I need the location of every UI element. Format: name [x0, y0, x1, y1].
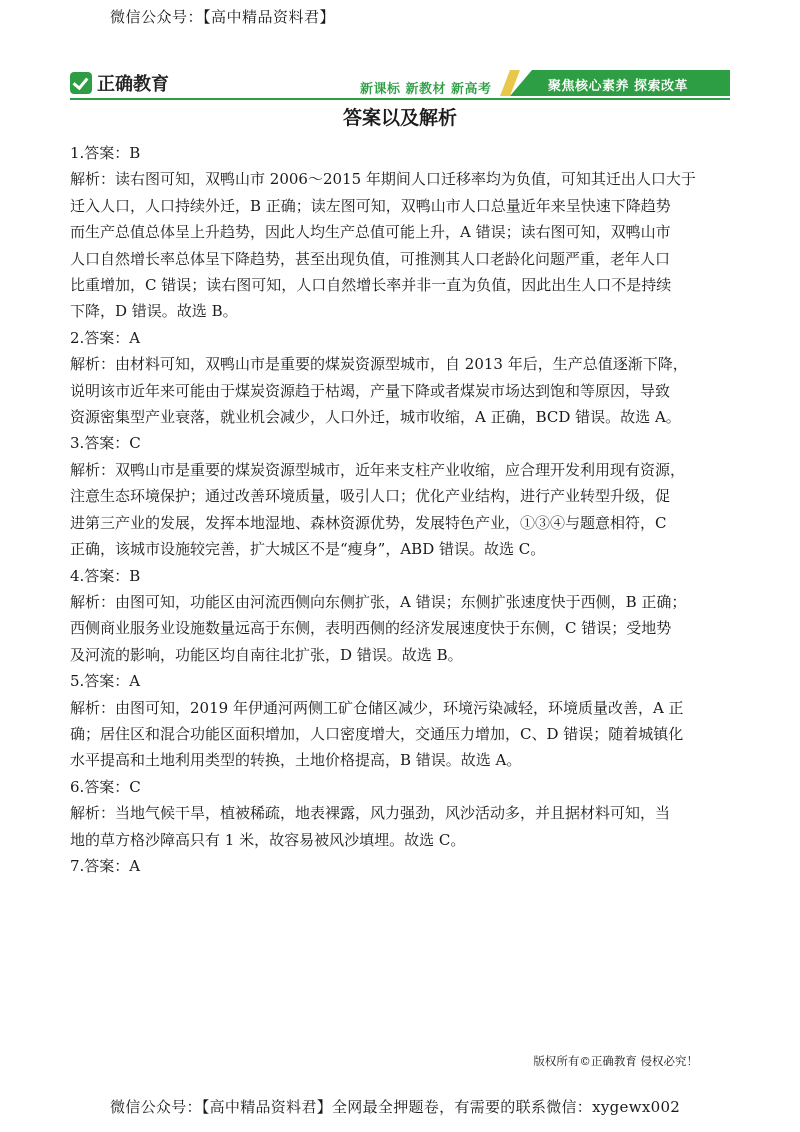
text-line: 下降，D 错误。故选 B。 [70, 302, 238, 321]
text-line: 4.答案：B [70, 566, 141, 585]
header-divider [70, 98, 730, 100]
page-title: 答案以及解析 [342, 107, 457, 129]
header-slogan: 新课标 新教材 新高考 [360, 82, 492, 97]
text-line: 解析：双鸭山市是重要的煤炭资源型城市，近年来支柱产业收缩，应合理开发利用现有资源， [70, 460, 686, 479]
text-line: 人口自然增长率总体呈下降趋势，甚至出现负值，可推测其人口老龄化问题严重，老年人口 [70, 249, 671, 268]
text-line: 比重增加，C 错误；读右图可知，人口自然增长率并非一直为负值，因此出生人口不是持续 [70, 276, 672, 295]
copyright-note: 版权所有©正确教育 侵权必究！ [533, 1054, 698, 1068]
text-line: 1.答案：B [70, 144, 141, 162]
logo-text: 正确教育 [97, 74, 169, 95]
text-line: 正确，该城市设施较完善，扩大城区不是“瘦身”，ABD 错误。故选 C。 [70, 540, 546, 559]
text-line: 5.答案：A [70, 672, 141, 691]
banner-text: 聚焦核心素养 探索改革 [548, 79, 689, 94]
text-line: 说明该市近年来可能由于煤炭资源趋于枯竭，产量下降或者煤炭市场达到饱和等原因，导致 [70, 381, 671, 400]
text-line: 资源密集型产业衰落，就业机会减少，人口外迁，城市收缩，A 正确，BCD 错误。故选 A。 [70, 408, 681, 427]
text-line: 确；居住区和混合功能区面积增加，人口密度增大，交通压力增加，C、D 错误；随着城镇化 [70, 724, 684, 743]
text-line: 地的草方格沙障高只有 1 米，故容易被风沙填埋。故选 C。 [70, 830, 466, 849]
check-icon [70, 72, 92, 94]
text-line: 7.答案：A [70, 856, 141, 875]
text-line: 解析：由图可知，功能区由河流西侧向东侧扩张，A 错误；东侧扩张速度快于西侧，B 正确； [70, 592, 687, 611]
bottom-wechat-note: 微信公众号：【高中精品资料君】全网最全押题卷，有需要的联系微信：xygewx002 [110, 1098, 681, 1116]
text-line: 解析：由图可知，2019 年伊通河两侧工矿仓储区减少，环境污染减轻，环境质量改善，A 正 [70, 698, 684, 717]
text-line: 而生产总值总体呈上升趋势，因此人均生产总值可能上升，A 错误；读右图可知，双鸭山市 [70, 223, 671, 242]
text-line: 及河流的影响，功能区均自南往北扩张，D 错误。故选 B。 [70, 645, 463, 664]
text-line: 迁入人口，人口持续外迁，B 正确；读左图可知，双鸭山市人口总量近年来呈快速下降趋势 [70, 196, 671, 215]
top-wechat-note: 微信公众号：【高中精品资料君】 [110, 8, 336, 26]
text-line: 解析：当地气候干旱，植被稀疏，地表裸露，风力强劲，风沙活动多，并且据材料可知，当 [70, 804, 671, 823]
text-line: 注意生态环境保护；通过改善环境质量，吸引人口；优化产业结构，进行产业转型升级，促 [70, 487, 671, 506]
text-line: 解析：由材料可知，双鸭山市是重要的煤炭资源型城市，自 2013 年后，生产总值逐渐下降， [70, 355, 688, 374]
text-line: 6.答案：C [70, 777, 141, 796]
text-line: 3.答案：C [70, 434, 141, 453]
page-header [70, 70, 730, 100]
text-line: 2.答案：A [70, 328, 141, 347]
logo [70, 70, 169, 96]
text-line: 水平提高和土地利用类型的转换，土地价格提高，B 错误。故选 A。 [70, 751, 522, 770]
text-line: 解析：读右图可知，双鸭山市 2006～2015 年期间人口迁移率均为负值，可知其迁出人口大于 [70, 170, 696, 189]
text-line: 进第三产业的发展，发挥本地湿地、森林资源优势，发展特色产业，①③④与题意相符，C [70, 513, 667, 532]
text-line: 西侧商业服务业设施数量远高于东侧，表明西侧的经济发展速度快于东侧，C 错误；受地势 [70, 619, 672, 638]
answer-content [70, 140, 730, 879]
